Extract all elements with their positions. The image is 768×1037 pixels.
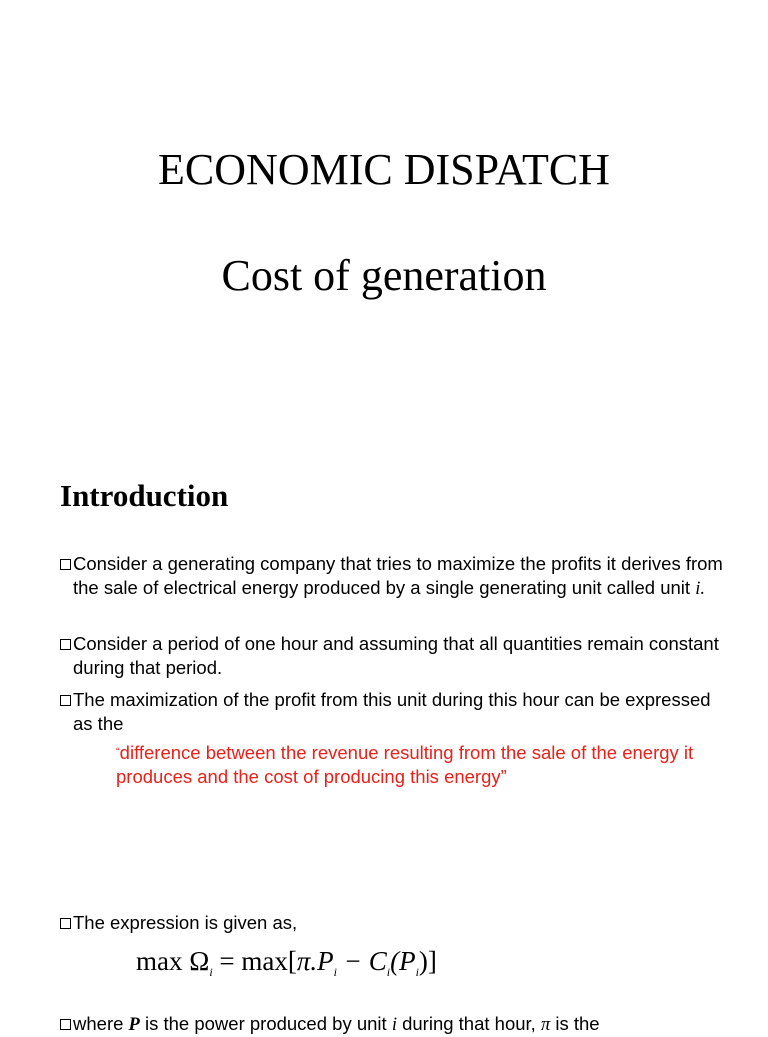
checkbox-bullet-icon — [60, 1019, 71, 1030]
bullet-profits — [60, 552, 733, 601]
bullet-profits-text: Consider a generating company that tries to maximize the profits it derives from the sale of electrical energy produced by a single generating unit called unit — [73, 553, 723, 598]
unit-variable: i. — [695, 579, 705, 599]
formula-c: − C — [337, 946, 387, 976]
section-heading: Introduction — [60, 478, 229, 513]
bullet-maximization — [60, 688, 733, 736]
checkbox-bullet-icon — [60, 918, 71, 929]
definition-quote-text: difference between the revenue resulting from the sale of the energy it produces and the cost of producing this energy” — [116, 742, 694, 787]
profit-formula — [136, 946, 437, 980]
price-variable: π — [540, 1015, 551, 1035]
formula-p: .P — [310, 946, 334, 976]
open-quote: “ — [116, 746, 120, 758]
formula-pi: π — [296, 946, 311, 976]
bullet-period — [60, 632, 733, 680]
formula-max-omega: max Ω — [136, 946, 210, 976]
bullet-where-start: where — [73, 1013, 129, 1034]
formula-close: )] — [418, 946, 437, 976]
formula-subscript: i — [415, 965, 419, 979]
bullet-where-mid: is the power produced by unit — [139, 1013, 392, 1034]
formula-subscript: i — [386, 965, 391, 979]
bullet-period-text: Consider a period of one hour and assuming that all quantities remain constant during that period. — [73, 633, 719, 678]
bullet-expression — [60, 911, 733, 935]
slide-title: ECONOMIC DISPATCH — [158, 145, 610, 194]
bullet-where-end: during that hour, — [396, 1013, 541, 1034]
definition-quote — [116, 740, 716, 789]
formula-eq: = max[ — [212, 946, 297, 976]
checkbox-bullet-icon — [60, 695, 71, 706]
unit-variable: i — [391, 1015, 397, 1035]
checkbox-bullet-icon — [60, 639, 71, 650]
bullet-where — [60, 1012, 733, 1037]
power-variable: P — [128, 1015, 140, 1035]
formula-subscript: i — [333, 965, 337, 979]
checkbox-bullet-icon — [60, 559, 71, 570]
bullet-expression-text: The expression is given as, — [73, 912, 298, 933]
formula-paren-p: (P — [390, 946, 416, 976]
bullet-maximization-text: The maximization of the profit from this unit during this hour can be expressed as the — [73, 689, 711, 734]
bullet-where-tail: is the — [550, 1013, 600, 1034]
slide-subtitle: Cost of generation — [221, 251, 547, 300]
formula-subscript: i — [209, 965, 213, 979]
